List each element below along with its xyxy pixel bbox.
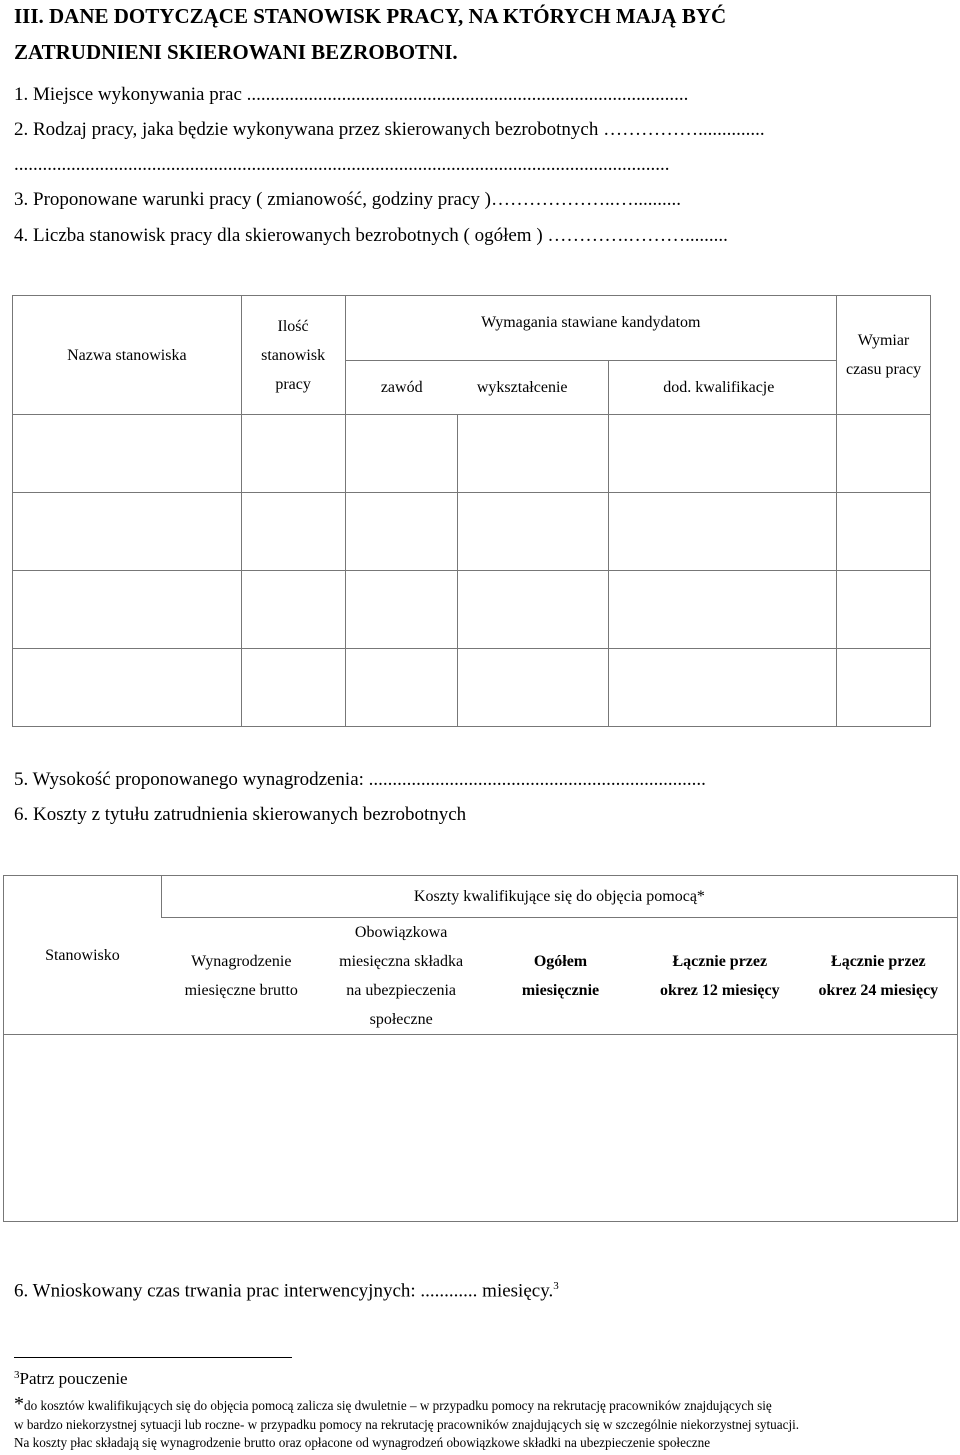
header-total-monthly (481, 918, 640, 1035)
item-2-continuation: .......................................................................................................................................... (14, 154, 670, 175)
cell-input[interactable] (837, 649, 931, 727)
cell-input[interactable] (13, 415, 242, 493)
header-24-line1: Łącznie przez (831, 953, 926, 970)
header-position-label: Stanowisko (45, 946, 120, 964)
footnote-star-text1: do kosztów kwalifikujących się do objęcia pomocą zalicza się dwuletnie – w przypadku pomocy na rekrutację pracowników znajdujących się (24, 1398, 772, 1413)
cell-input[interactable] (609, 649, 837, 727)
header-count-line2: stanowisk (261, 346, 326, 364)
header-contribution-line4: społeczne (369, 1011, 433, 1028)
table-row (13, 571, 931, 649)
footnote-star-marker: * (14, 1393, 24, 1415)
header-profession (345, 361, 458, 415)
header-count-line3: pracy (275, 375, 311, 393)
cell-input[interactable] (345, 571, 458, 649)
header-position-name-label: Nazwa stanowiska (67, 346, 187, 364)
item-4: 4. Liczba stanowisk pracy dla skierowanych bezrobotnych ( ogółem ) ………….………......... (14, 225, 728, 246)
table-row (13, 415, 931, 493)
cell-input[interactable] (481, 1035, 640, 1222)
header-eligible-costs (161, 876, 957, 918)
cell-input[interactable] (161, 1035, 321, 1222)
header-contribution-line2: miesięczna składka (339, 953, 464, 970)
footnote-3 (14, 1369, 128, 1389)
header-total-line1: Ogółem (533, 953, 588, 970)
header-education-label: wykształcenie (476, 379, 568, 396)
item-6: 6. Koszty z tytułu zatrudnienia skierowanych bezrobotnych (14, 804, 467, 825)
table-row (4, 1035, 958, 1222)
cell-input[interactable] (345, 415, 458, 493)
cell-input[interactable] (609, 415, 837, 493)
header-12-line1: Łącznie przez (672, 953, 768, 970)
cell-input[interactable] (13, 493, 242, 571)
cell-input[interactable] (4, 1035, 162, 1222)
footnote-star-line1 (14, 1393, 772, 1416)
cell-input[interactable] (837, 493, 931, 571)
header-qualifications-label: dod. kwalifikacje (663, 379, 775, 396)
header-position-count (241, 296, 345, 415)
header-working-time (837, 296, 931, 415)
header-count-line1: Ilość (277, 317, 309, 335)
footnote-star-line3: Na koszty płac składają się wynagrodzenie brutto oraz opłacone od wynagrodzeń obowiązkowe składki na ubezpieczenie społeczne (14, 1435, 711, 1450)
footnote-ref-3: 3 (553, 1280, 559, 1292)
item-3: 3. Proponowane warunki pracy ( zmianowość, godziny pracy )………………..….......... (14, 189, 681, 210)
footnote-separator (14, 1357, 292, 1358)
table-row (13, 493, 931, 571)
section-title-line2: ZATRUDNIENI SKIEROWANI BEZROBOTNI. (14, 40, 458, 64)
cell-input[interactable] (837, 415, 931, 493)
header-eligible-costs-label: Koszty kwalifikujące się do objęcia pomocą* (413, 888, 705, 905)
cell-input[interactable] (345, 649, 458, 727)
cell-input[interactable] (241, 493, 345, 571)
header-contribution-line3: na ubezpieczenia (346, 982, 456, 999)
header-total-12-months (640, 918, 800, 1035)
header-qualifications (609, 361, 837, 415)
cell-input[interactable] (458, 415, 609, 493)
positions-table (12, 295, 931, 727)
header-salary (161, 918, 321, 1035)
cell-input[interactable] (800, 1035, 958, 1222)
header-total-24-months (800, 918, 958, 1035)
cell-input[interactable] (609, 571, 837, 649)
header-total-line2: miesięcznie (521, 982, 600, 999)
cell-input[interactable] (241, 571, 345, 649)
header-position (4, 876, 162, 1035)
header-requirements-label: Wymagania stawiane kandydatom (481, 314, 701, 331)
cell-input[interactable] (458, 571, 609, 649)
header-time-line1: Wymiar (857, 332, 910, 349)
section-title-line1: III. DANE DOTYCZĄCE STANOWISK PRACY, NA KTÓRYCH MAJĄ BYĆ (14, 4, 727, 28)
cell-input[interactable] (609, 493, 837, 571)
footnote-3-marker: 3 (14, 1369, 20, 1382)
cell-input[interactable] (13, 649, 242, 727)
footnote-star-line2: w bardzo niekorzystnej sytuacji lub roczne- w przypadku pomocy na rekrutację pracowników znajdujących się w szczególnie niekorzystnej sytuacji. (14, 1417, 800, 1432)
header-profession-label: zawód (380, 379, 423, 396)
header-position-name (13, 296, 242, 415)
cell-input[interactable] (13, 571, 242, 649)
cell-input[interactable] (458, 649, 609, 727)
cell-input[interactable] (241, 649, 345, 727)
item-5: 5. Wysokość proponowanego wynagrodzenia: ....................................................................... (14, 769, 706, 790)
header-time-line2: czasu pracy (846, 361, 922, 378)
header-requirements (345, 296, 837, 361)
cell-input[interactable] (345, 493, 458, 571)
costs-table (3, 875, 958, 1222)
cell-input[interactable] (458, 493, 609, 571)
item-6-duration-text: 6. Wnioskowany czas trwania prac interwencyjnych: ............ miesięcy. (14, 1280, 554, 1302)
cell-input[interactable] (640, 1035, 800, 1222)
item-2: 2. Rodzaj pracy, jaka będzie wykonywana przez skierowanych bezrobotnych …………….............. (14, 119, 765, 140)
header-contribution-line1: Obowiązkowa (354, 924, 448, 941)
header-salary-line2: miesięczne brutto (184, 982, 298, 999)
header-12-line2: okrez 12 miesięcy (659, 982, 780, 999)
header-24-line2: okrez 24 miesięcy (818, 982, 939, 999)
header-salary-line1: Wynagrodzenie (191, 953, 292, 970)
header-education (458, 361, 609, 415)
item-6-duration (14, 1280, 559, 1302)
cell-input[interactable] (241, 415, 345, 493)
cell-input[interactable] (837, 571, 931, 649)
table-row (13, 649, 931, 727)
footnote-3-text: Patrz pouczenie (19, 1369, 128, 1388)
item-1: 1. Miejsce wykonywania prac ............................................................................................. (14, 84, 689, 105)
cell-input[interactable] (321, 1035, 481, 1222)
header-contribution (321, 918, 481, 1035)
